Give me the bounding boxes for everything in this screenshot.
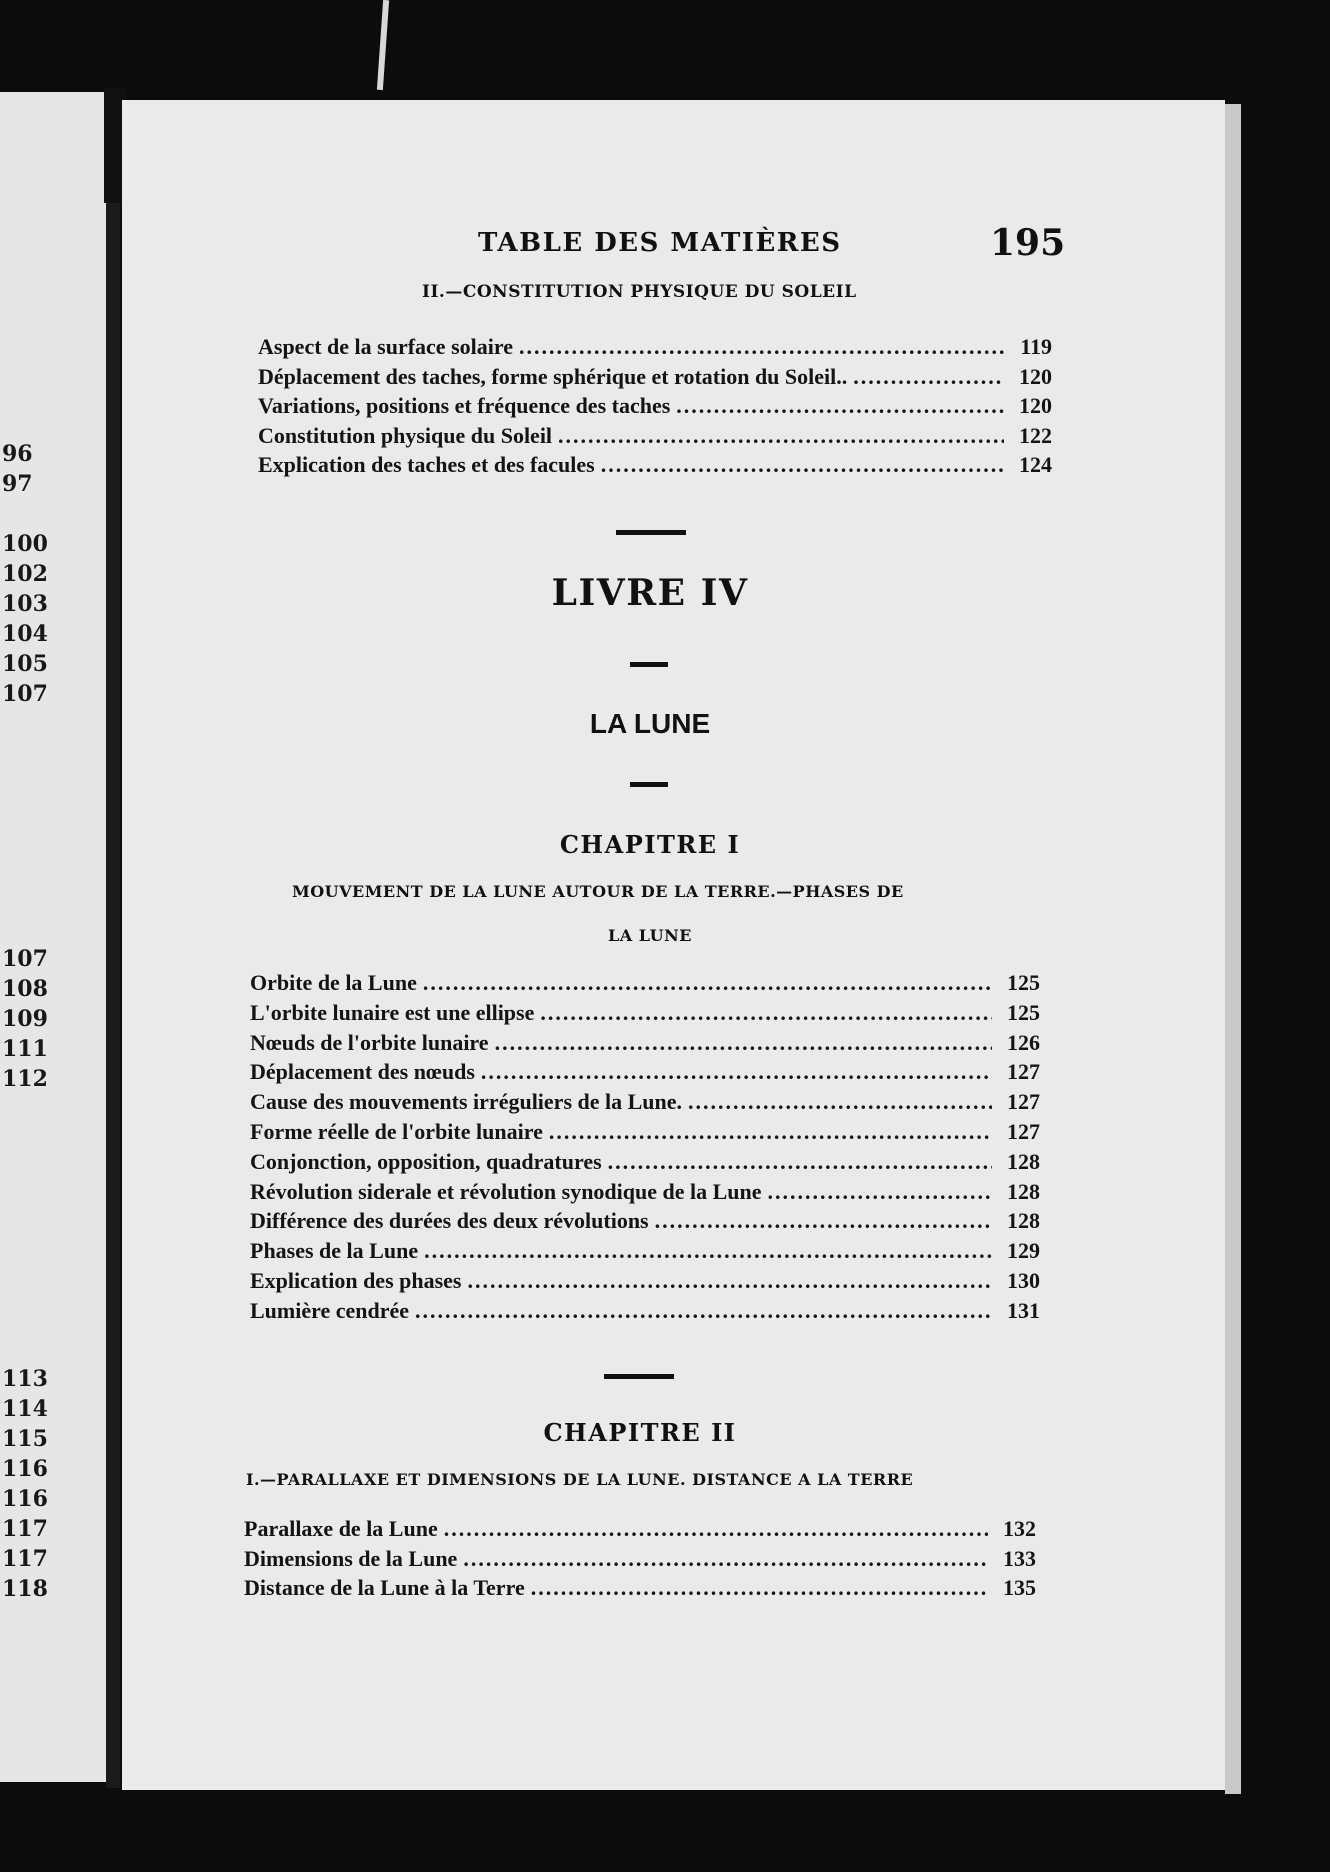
toc-entry [250,1000,1040,1026]
toc-entry-page: 126 [1007,1029,1040,1055]
toc-entry-page: 133 [1003,1545,1036,1571]
divider-rule [616,530,686,535]
divider-rule [630,662,668,667]
toc-entry-title: Déplacement des taches, forme sphérique et rotation du Soleil.. [258,363,848,389]
toc-entry-title: Cause des mouvements irréguliers de la Lune. [250,1089,683,1115]
divider-rule [630,782,668,787]
toc-entry-page: 132 [1003,1516,1036,1541]
left-page-number: 104 [2,621,48,647]
running-title: TABLE DES MATIÈRES [478,228,842,258]
toc-leader-dots [444,1516,988,1542]
toc-entry-page: 131 [1007,1297,1040,1323]
toc-entry-page: 128 [1007,1178,1040,1204]
toc-entry-title: Dimensions de la Lune [244,1545,458,1571]
left-page-number: 116 [2,1456,48,1482]
toc-entry [244,1546,1036,1572]
toc-entry [258,423,1052,449]
toc-leader-dots [676,393,1004,419]
toc-entry [244,1516,1036,1542]
toc-leader-dots [463,1546,988,1572]
toc-leader-dots [423,970,992,996]
toc-leader-dots [415,1298,992,1324]
toc-entry-page: 127 [1007,1119,1040,1144]
toc-leader-dots [768,1179,992,1205]
chapter-heading: I.—PARALLAXE ET DIMENSIONS DE LA LUNE. DISTANCE A LA TERRE [246,1470,914,1489]
toc-entry-page: 119 [1020,334,1052,359]
chapter-heading-line1: MOUVEMENT DE LA LUNE AUTOUR DE LA TERRE.—PHASES DE [292,882,904,901]
toc-entry-page: 120 [1019,363,1052,389]
toc-entry-page: 125 [1007,999,1040,1025]
toc-leader-dots [549,1119,992,1145]
left-page-number: 113 [2,1366,48,1392]
divider-rule [604,1374,674,1379]
toc-entry-page: 128 [1007,1208,1040,1234]
left-page-number: 107 [2,681,48,707]
toc-entry-title: Forme réelle de l'orbite lunaire [250,1119,543,1144]
toc-entry-title: Nœuds de l'orbite lunaire [250,1029,489,1055]
left-page-number: 112 [2,1066,48,1092]
toc-entry-page: 128 [1007,1148,1040,1174]
toc-entry-title: Révolution siderale et révolution synodique de la Lune [250,1178,762,1204]
toc-leader-dots [688,1089,992,1115]
toc-leader-dots [468,1268,993,1294]
toc-leader-dots [495,1030,992,1056]
toc-entry [250,1208,1040,1234]
toc-entry [250,1268,1040,1294]
left-page-number: 111 [2,1036,48,1062]
left-page-number: 114 [2,1396,48,1422]
left-page-number: 107 [2,946,48,972]
section-heading-constitution: II.—CONSTITUTION PHYSIQUE DU SOLEIL [422,282,857,302]
toc-entry [250,1030,1040,1056]
toc-entry-title: Explication des phases [250,1268,462,1293]
paper-crease [377,0,389,90]
chapter-heading-line2: LA LUNE [608,926,692,945]
toc-entry [258,334,1052,360]
toc-entry-title: Orbite de la Lune [250,970,417,995]
toc-entry [258,364,1052,390]
toc-entry-page: 127 [1007,1089,1040,1115]
toc-leader-dots [531,1575,988,1601]
toc-entry-page: 130 [1007,1268,1040,1293]
book-subtitle: LA LUNE [589,708,711,739]
toc-entry-page: 125 [1007,970,1040,995]
toc-entry [258,452,1052,478]
toc-entry-page: 120 [1019,393,1052,418]
toc-leader-dots [655,1208,992,1234]
left-page-number: 115 [2,1426,48,1452]
toc-entry-page: 135 [1003,1575,1036,1600]
toc-entry [250,1119,1040,1145]
toc-leader-dots [540,1000,992,1026]
toc-leader-dots [519,334,1004,360]
left-page-number: 102 [2,561,48,587]
left-page-number: 108 [2,976,48,1002]
chapter-title: CHAPITRE I [559,830,741,859]
toc-leader-dots [601,452,1004,478]
toc-leader-dots [558,423,1004,449]
toc-entry [250,1089,1040,1115]
toc-entry-title: Constitution physique du Soleil [258,422,553,448]
left-page-number: 117 [2,1546,48,1572]
book-title: LIVRE IV [551,572,749,614]
toc-leader-dots [424,1238,992,1264]
left-page-number: 97 [2,471,33,497]
toc-entry [250,970,1040,996]
toc-entry-page: 124 [1019,452,1052,477]
toc-entry-title: L'orbite lunaire est une ellipse [250,999,535,1025]
toc-entry [258,393,1052,419]
toc-leader-dots [481,1059,992,1085]
toc-leader-dots [853,364,1004,390]
toc-entry-title: Variations, positions et fréquence des taches [258,393,671,418]
toc-entry-title: Distance de la Lune à la Terre [244,1575,525,1600]
left-page-number: 109 [2,1006,48,1032]
toc-leader-dots [608,1149,992,1175]
toc-entry-title: Parallaxe de la Lune [244,1516,438,1541]
toc-entry-page: 129 [1007,1238,1040,1264]
toc-entry-title: Déplacement des nœuds [250,1059,475,1085]
toc-entry-page: 122 [1019,422,1052,448]
toc-entry-title: Phases de la Lune [250,1238,419,1264]
toc-entry-title: Aspect de la surface solaire [258,334,513,359]
toc-entry [250,1179,1040,1205]
toc-entry [244,1575,1036,1601]
toc-entry [250,1298,1040,1324]
page-edge [1225,104,1241,1794]
page-number: 195 [990,222,1066,264]
toc-entry [250,1059,1040,1085]
toc-entry [250,1149,1040,1175]
book-gutter [106,88,120,1788]
left-page-number: 117 [2,1516,48,1542]
chapter-title: CHAPITRE II [543,1418,737,1447]
toc-entry-page: 127 [1007,1059,1040,1085]
toc-entry-title: Lumière cendrée [250,1297,410,1323]
left-page-number: 116 [2,1486,48,1512]
toc-entry [250,1238,1040,1264]
left-page-number: 100 [2,531,48,557]
left-page-number: 118 [2,1576,48,1602]
toc-entry-title: Conjonction, opposition, quadratures [250,1148,602,1174]
left-page-number: 105 [2,651,48,677]
left-page-number: 96 [2,441,33,467]
toc-entry-title: Explication des taches et des facules [258,452,595,477]
left-page-number: 103 [2,591,48,617]
toc-entry-title: Différence des durées des deux révolutions [250,1208,649,1234]
